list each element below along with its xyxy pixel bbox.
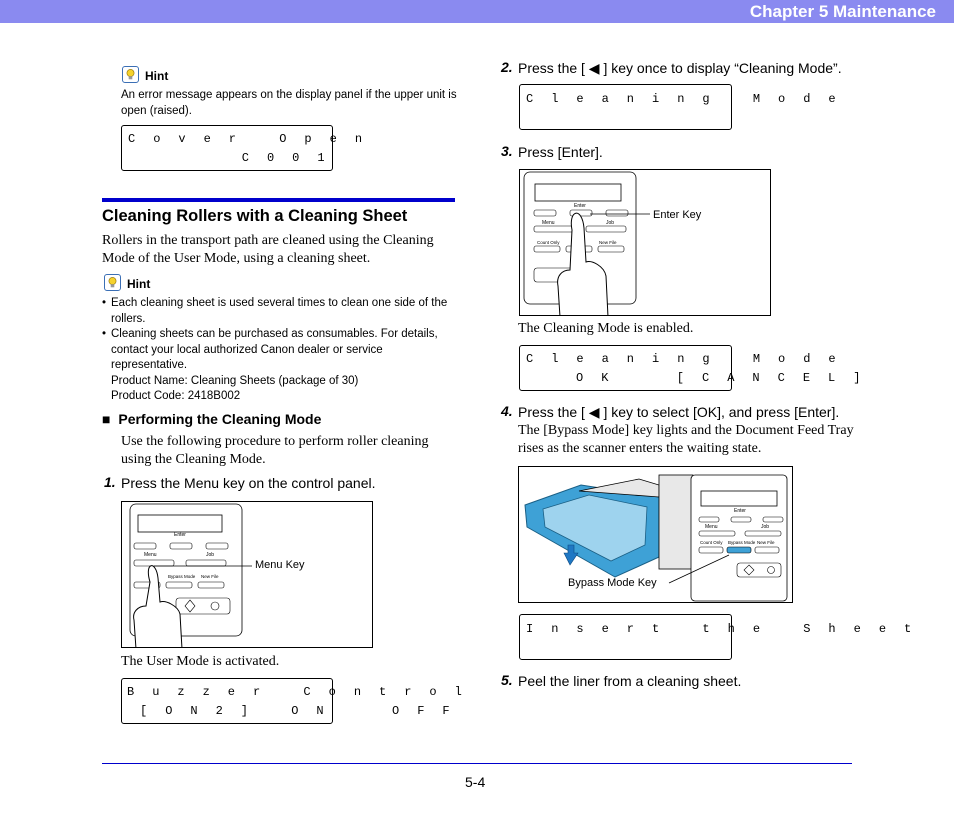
section-rule [102,198,455,202]
new-file-key-label: New File [599,240,617,245]
lightbulb-icon [104,274,121,291]
page-number: 5-4 [465,774,486,790]
lcd-line-2: [ O N 2 ] O N O F F [140,704,456,718]
footer-rule [102,763,852,764]
lcd-line-2: C 0 0 1 [241,151,330,165]
figure-bypass-mode-key [518,466,793,603]
menu-key-label: Menu [705,524,718,530]
section-intro: Rollers in the transport path are cleaned using the Cleaning Mode of the User Mode, using a cleaning sheet. [102,233,434,266]
menu-key-callout: Menu Key [255,559,305,571]
lcd-display-cover-open [121,125,368,171]
lcd-line-2: O K [ C A N C E L ] [576,371,866,385]
subsection-intro: Use the following procedure to perform roller cleaning using the Cleaning Mode. [121,434,429,467]
job-key-label: Job [206,552,215,558]
step-detail: The [Bypass Mode] key lights and the Document Feed Tray rises as the scanner enters the waiting state. [518,423,854,456]
enter-key-label: Enter [174,532,186,538]
subsection-title: Performing the Cleaning Mode [118,411,322,427]
lcd-line-1: C o v e r O p e n [128,132,368,146]
count-only-key-label: Count Only [700,540,723,545]
step-text: Press [Enter]. [518,144,603,160]
enter-key-label: Enter [574,203,586,209]
hint-label: Hint [127,277,151,291]
hint-text: An error message appears on the display panel if the upper unit is open (raised). [121,89,457,117]
bypass-mode-key-callout: Bypass Mode Key [568,577,657,589]
hint-bullet-list [102,296,457,405]
subsection-heading [102,411,321,427]
job-key-label: Job [761,524,770,530]
lcd-line-1: C l e a n i n g M o d e [526,92,842,106]
bullet-text: Cleaning sheets can be purchased as consumables. For details, contact your local authorized Canon dealer or service representative. [111,328,438,371]
product-name: Product Name: Cleaning Sheets (package of 30) [111,374,359,387]
bypass-key-label: Bypass Mode [728,540,756,545]
new-file-key-label: New File [757,540,775,545]
menu-key-label: Menu [144,552,157,558]
count-only-key-label: Count Only [537,240,560,245]
step-number: 3. [501,143,513,159]
step-text: Peel the liner from a cleaning sheet. [518,673,742,689]
lcd-display-cleaning-mode [519,84,842,130]
lcd-display-insert-sheet [519,614,917,660]
product-code: Product Code: 2418B002 [111,390,241,402]
figure-menu-key [121,501,373,648]
step-text: Press the Menu key on the control panel. [121,475,376,491]
step-result: The Cleaning Mode is enabled. [518,321,694,336]
lcd-line-1: I n s e r t t h e S h e e t [526,622,917,636]
bullet-item: • Each cleaning sheet is used several times to clean one side of the rollers. [102,296,457,327]
lcd-display-buzzer [121,678,468,724]
step-number: 4. [501,403,513,419]
chapter-title: Chapter 5 Maintenance [749,2,936,21]
enter-key-callout: Enter Key [653,209,702,221]
new-file-key-label: New File [201,574,219,579]
step-text: Press the [ ◀ ] key to select [OK], and press [Enter]. [518,404,840,420]
section-title: Cleaning Rollers with a Cleaning Sheet [102,207,408,225]
step-number: 2. [501,59,513,75]
step-text: Press the [ ◀ ] key once to display “Cleaning Mode”. [518,60,842,76]
square-bullet-icon: ■ [102,411,111,427]
lcd-line-1: C l e a n i n g M o d e [526,352,842,366]
step-result: The User Mode is activated. [121,654,280,669]
lcd-line-1: B u z z e r C o n t r o l [127,685,468,699]
job-key-label: Job [606,220,615,226]
bullet-text: Each cleaning sheet is used several times to clean one side of the rollers. [111,297,448,325]
lcd-display-cleaning-ok [519,345,866,391]
step-number: 1. [104,474,116,490]
figure-enter-key [519,169,771,316]
bypass-key-label: Bypass Mode [168,574,196,579]
lightbulb-icon [122,66,139,83]
enter-key-label: Enter [734,508,746,514]
hint-label: Hint [145,69,169,83]
step-number: 5. [501,672,513,688]
bullet-item: • Cleaning sheets can be purchased as consumables. For details, contact your local authorized Canon dealer or service representative. [102,327,457,374]
menu-key-label: Menu [542,220,555,226]
